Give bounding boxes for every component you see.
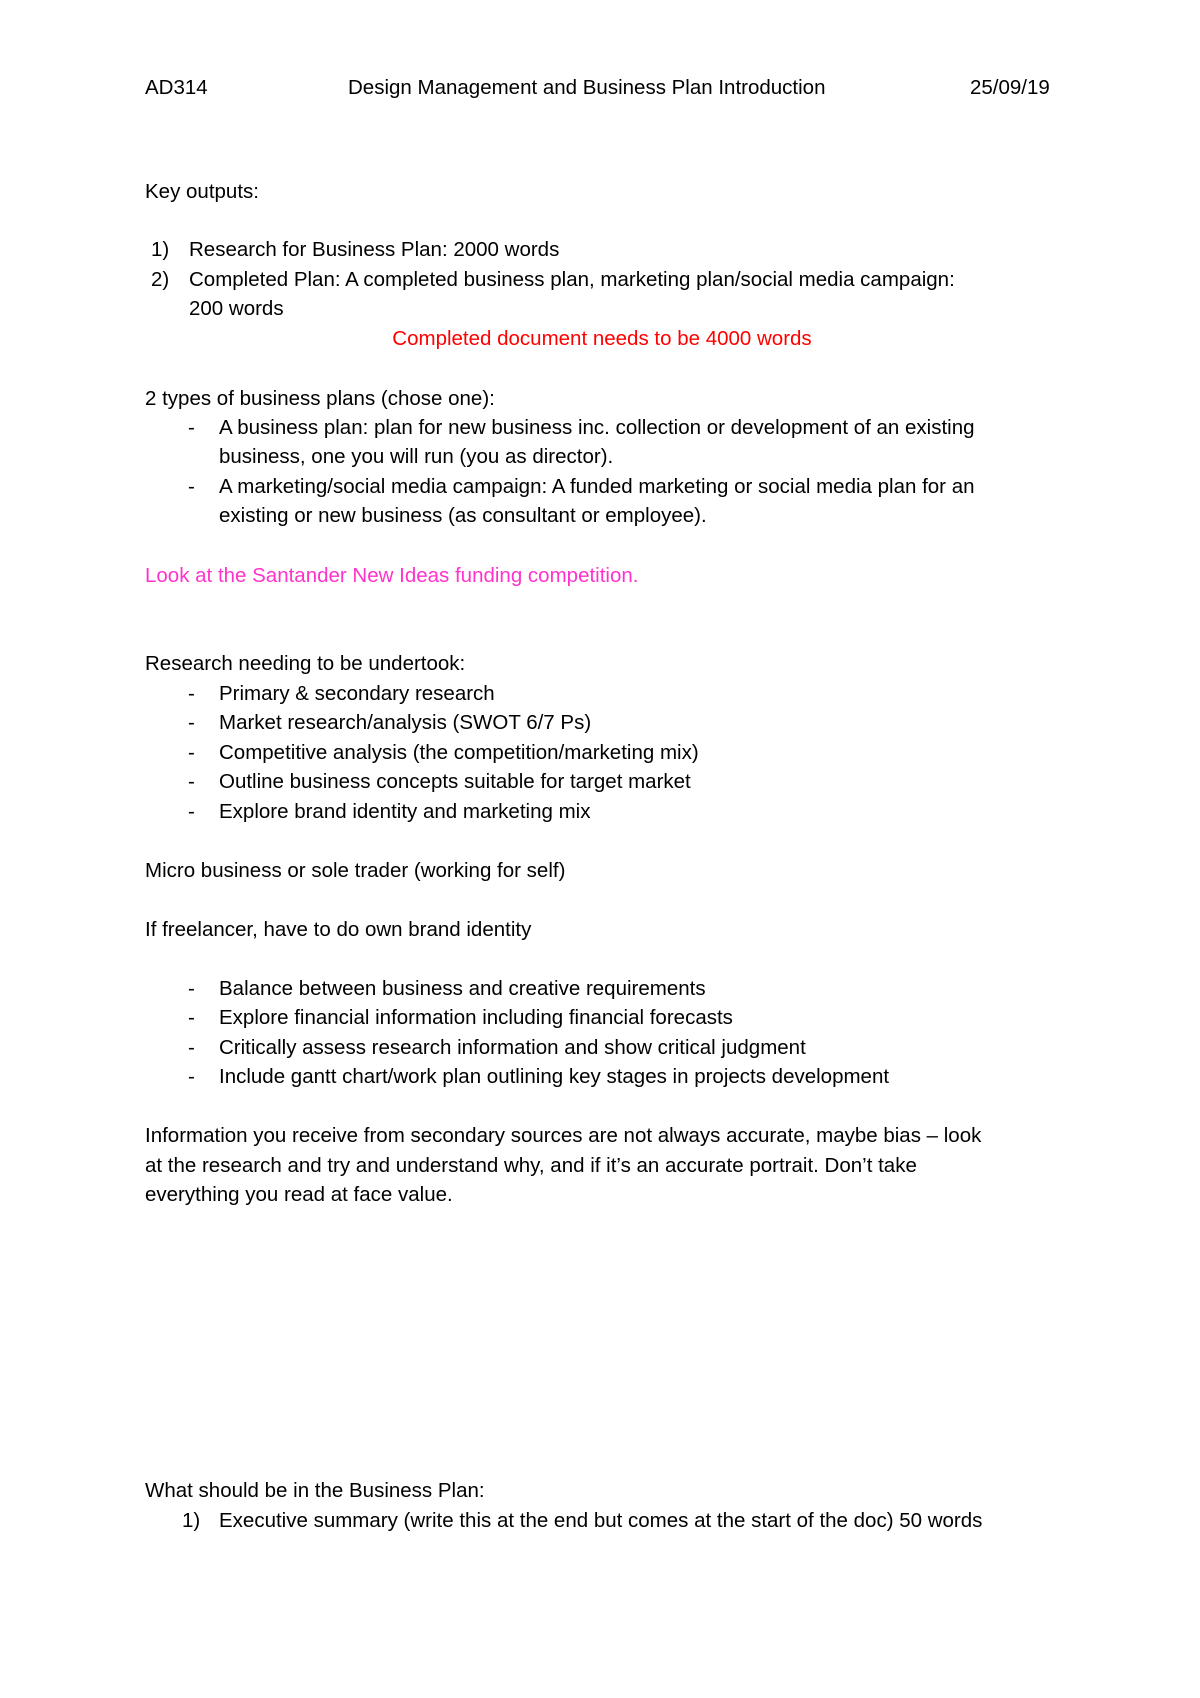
research-item: Market research/analysis (SWOT 6/7 Ps) [219,711,592,734]
word-count-note: Completed document needs to be 4000 words [392,327,812,350]
list-dash: - [188,711,195,734]
research-item: Competitive analysis (the competition/marketing mix) [219,741,699,764]
list-dash: - [188,682,195,705]
list-dash: - [188,1036,195,1059]
list-dash: - [188,1006,195,1029]
plan-types-heading: 2 types of business plans (chose one): [145,387,495,410]
information-paragraph-line: everything you read at face value. [145,1183,453,1206]
requirement-item: Balance between business and creative requirements [219,977,706,1000]
contents-item: Executive summary (write this at the end but comes at the start of the doc) 50 words [219,1509,983,1532]
plan-type-item: A business plan: plan for new business inc. collection or development of an existing [219,416,975,439]
list-dash: - [188,770,195,793]
header-title: Design Management and Business Plan Introduction [348,76,826,99]
plan-type-item-continued: existing or new business (as consultant or employee). [219,504,707,527]
santander-note: Look at the Santander New Ideas funding competition. [145,564,639,587]
business-plan-contents-heading: What should be in the Business Plan: [145,1479,485,1502]
list-dash: - [188,1065,195,1088]
header-date: 25/09/19 [970,76,1050,99]
word-count-note-row [0,327,1200,351]
requirement-item: Critically assess research information and show critical judgment [219,1036,806,1059]
requirement-item: Include gantt chart/work plan outlining key stages in projects development [219,1065,890,1088]
key-output-item-continued: 200 words [189,297,284,320]
research-item: Explore brand identity and marketing mix [219,800,591,823]
list-dash: - [188,977,195,1000]
key-outputs-heading: Key outputs: [145,180,259,203]
contents-item-number: 1) [182,1509,201,1532]
information-paragraph-line: Information you receive from secondary sources are not always accurate, maybe bias – look [145,1124,982,1147]
research-item: Outline business concepts suitable for target market [219,770,691,793]
research-heading: Research needing to be undertook: [145,652,466,675]
key-output-number: 2) [151,268,170,291]
plan-type-item: A marketing/social media campaign: A funded marketing or social media plan for an [219,475,975,498]
list-dash: - [188,475,195,498]
list-dash: - [188,416,195,439]
key-output-item: Research for Business Plan: 2000 words [189,238,560,261]
key-output-number: 1) [151,238,170,261]
key-output-item: Completed Plan: A completed business plan, marketing plan/social media campaign: [189,268,955,291]
research-item: Primary & secondary research [219,682,495,705]
list-dash: - [188,741,195,764]
micro-business-line: Micro business or sole trader (working for self) [145,859,566,882]
requirement-item: Explore financial information including financial forecasts [219,1006,733,1029]
header-course-code: AD314 [145,76,208,99]
plan-type-item-continued: business, one you will run (you as director). [219,445,614,468]
information-paragraph-line: at the research and try and understand why, and if it’s an accurate portrait. Don’t take [145,1154,917,1177]
list-dash: - [188,800,195,823]
freelancer-line: If freelancer, have to do own brand identity [145,918,532,941]
